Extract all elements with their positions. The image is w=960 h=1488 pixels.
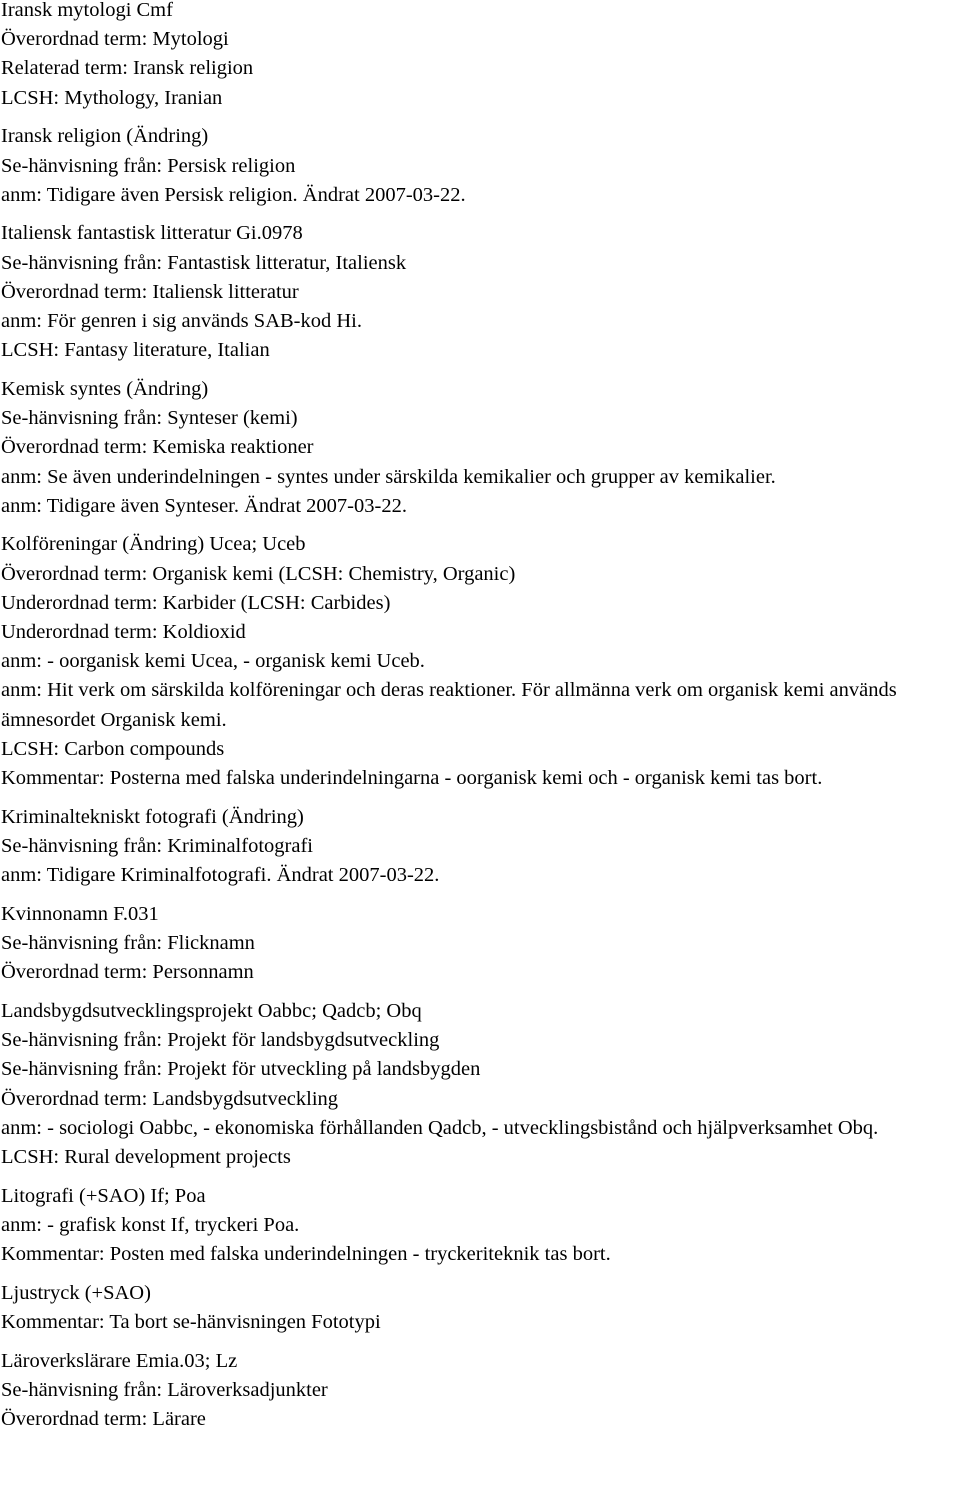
entry-line: Överordnad term: Kemiska reaktioner — [1, 436, 314, 459]
authority-entry — [1, 530, 959, 793]
entry-line: Överordnad term: Landsbygdsutveckling — [1, 1087, 339, 1110]
entry-line: LCSH: Rural development projects — [1, 1146, 291, 1169]
entry-line: anm: - oorganisk kemi Ucea, - organisk kemi Uceb. — [1, 650, 425, 673]
entry-line: LCSH: Mythology, Iranian — [1, 86, 223, 109]
entry-line: anm: Tidigare även Synteser. Ändrat 2007-03-22. — [1, 494, 407, 517]
authority-entry — [1, 997, 959, 1172]
entry-heading: Kvinnonamn F.031 — [1, 902, 159, 925]
entry-line: anm: Tidigare Kriminalfotografi. Ändrat 2007-03-22. — [1, 864, 440, 887]
entry-heading: Kolföreningar (Ändring) Ucea; Uceb — [1, 533, 306, 556]
authority-entry — [1, 219, 959, 365]
entry-line: Överordnad term: Personnamn — [1, 961, 254, 984]
entry-heading: Landsbygdsutvecklingsprojekt Oabbc; Qadcb; Obq — [1, 1000, 422, 1022]
entry-line: anm: - sociologi Oabbc, - ekonomiska förhållanden Qadcb, - utvecklingsbistånd och hjälpverksamhet Obq. — [1, 1116, 879, 1139]
entry-line: Underordnad term: Karbider (LCSH: Carbides) — [1, 591, 391, 614]
entry-line: Se-hänvisning från: Flicknamn — [1, 932, 255, 955]
entry-line: Överordnad term: Organisk kemi (LCSH: Chemistry, Organic) — [1, 562, 516, 585]
entry-heading: Kemisk syntes (Ändring) — [1, 377, 209, 400]
entry-line: Underordnad term: Koldioxid — [1, 621, 246, 644]
entry-heading: Litografi (+SAO) If; Poa — [1, 1184, 206, 1207]
entry-heading: Iransk religion (Ändring) — [1, 125, 209, 148]
entry-line: Överordnad term: Italiensk litteratur — [1, 280, 299, 303]
entry-line: Se-hänvisning från: Fantastisk litteratur, Italiensk — [1, 251, 407, 274]
authority-entry — [1, 1347, 959, 1435]
entry-line: Se-hänvisning från: Projekt för landsbygdsutveckling — [1, 1029, 440, 1052]
authority-entry — [1, 1182, 959, 1270]
authority-entry — [1, 900, 959, 988]
entry-line: Se-hänvisning från: Persisk religion — [1, 154, 296, 177]
entry-line: Se-hänvisning från: Läroverksadjunkter — [1, 1378, 328, 1401]
authority-entry — [1, 375, 959, 521]
entry-line: anm: Se även underindelningen - syntes under särskilda kemikalier och grupper av kemikalier. — [1, 465, 776, 488]
entry-line: LCSH: Fantasy literature, Italian — [1, 339, 270, 362]
entry-heading: Kriminaltekniskt fotografi (Ändring) — [1, 805, 304, 828]
entry-line: anm: - grafisk konst If, tryckeri Poa. — [1, 1213, 300, 1236]
authority-entry — [1, 1279, 959, 1337]
entry-line: Relaterad term: Iransk religion — [1, 57, 254, 80]
entry-heading: Ljustryck (+SAO) — [1, 1281, 151, 1304]
entry-line: Se-hänvisning från: Synteser (kemi) — [1, 407, 298, 430]
document-body — [1, 0, 959, 1444]
entry-heading: Läroverkslärare Emia.03; Lz — [1, 1349, 238, 1372]
authority-entry — [1, 122, 959, 210]
authority-entry — [1, 803, 959, 891]
entry-line: anm: Hit verk om särskilda kolföreningar och deras reaktioner. För allmänna verk om organisk kemi används ämnesordet Organisk kemi. — [1, 679, 897, 731]
entry-line: Överordnad term: Lärare — [1, 1408, 206, 1431]
entry-heading: Italiensk fantastisk litteratur Gi.0978 — [1, 222, 303, 245]
entry-line: Se-hänvisning från: Kriminalfotografi — [1, 834, 313, 857]
entry-line: Se-hänvisning från: Projekt för utveckling på landsbygden — [1, 1058, 481, 1081]
entry-line: Kommentar: Ta bort se-hänvisningen Fototypi — [1, 1311, 381, 1334]
entry-line: Kommentar: Posterna med falska underindelningarna - oorganisk kemi och - organisk kemi tas bort. — [1, 767, 823, 790]
entry-line: anm: För genren i sig används SAB-kod Hi. — [1, 310, 362, 333]
entry-line: LCSH: Carbon compounds — [1, 737, 225, 760]
entry-line: Överordnad term: Mytologi — [1, 28, 229, 51]
entry-line: Kommentar: Posten med falska underindelningen - tryckeriteknik tas bort. — [1, 1243, 611, 1266]
entry-line: anm: Tidigare även Persisk religion. Ändrat 2007-03-22. — [1, 183, 466, 206]
authority-entry — [1, 0, 959, 113]
entry-heading: Iransk mytologi Cmf — [1, 0, 173, 21]
